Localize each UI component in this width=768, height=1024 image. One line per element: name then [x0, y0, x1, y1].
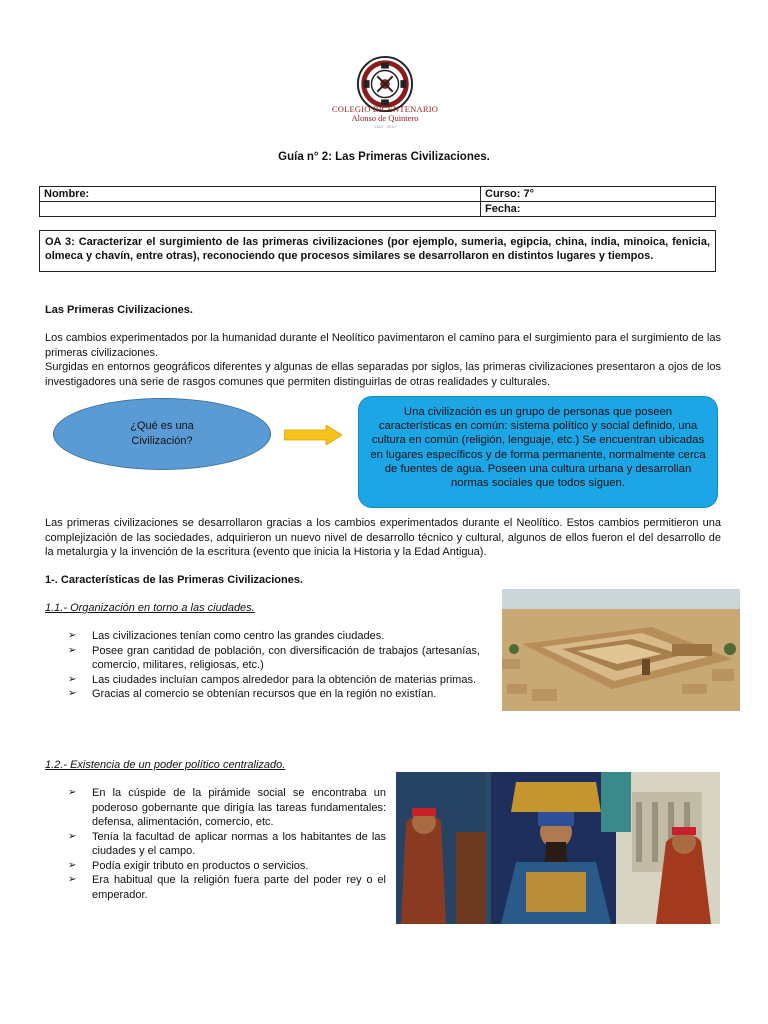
- question-oval: [53, 398, 271, 470]
- definition-box: Una civilización es un grupo de personas que poseen características en común: sistema político y social definido, una cultura en común (religión, lenguaje, etc.) Se encuentran ubicadas en lugares específicos y de forma permanente, normalmente cerca de fuentes de agua. Poseen una cultura urbana y desarrollan normas sociales que todos siguen.: [358, 396, 718, 508]
- right-arrow-icon: [284, 425, 342, 445]
- learning-objective-box: OA 3: Caracterizar el surgimiento de las primeras civilizaciones (por ejemplo, sumeria, egipcia, china, india, minoica, fenicia, olmeca y chavín, entre otras), reconociendo que procesos similares se desarrollaron en distintos lugares y tiempos.: [39, 230, 716, 272]
- intro-heading: Las Primeras Civilizaciones.: [45, 304, 193, 316]
- list-item: ➢ Posee gran cantidad de población, con diversificación de trabajos (artesanías, comercio, militares, religiosas, etc.): [68, 644, 480, 671]
- arrow-bullet-icon: ➢: [68, 630, 77, 641]
- school-subname: Alonso de Quintero: [351, 113, 419, 123]
- curso-label[interactable]: Curso: 7°: [481, 187, 716, 202]
- arrow-bullet-icon: ➢: [68, 859, 77, 871]
- list-item: ➢ Las civilizaciones tenían como centro las grandes ciudades.: [68, 630, 385, 642]
- school-name: COLEGIO BICENTENARIO: [331, 104, 439, 114]
- arrow-bullet-icon: ➢: [68, 644, 77, 656]
- list-item: ➢ Gracias al comercio se obtenían recursos que en la región no existían.: [68, 688, 437, 700]
- section-1-heading: 1-. Características de las Primeras Civilizaciones.: [45, 574, 304, 586]
- list-item: ➢ En la cúspide de la pirámide social se encontraba un poderoso gobernante que dirigía las tareas fundamentales: defensa, alimentación, comercio, etc.: [68, 787, 386, 828]
- question-text: ¿Qué es una Civilización?: [130, 420, 194, 447]
- arrow-bullet-icon: ➢: [68, 874, 77, 885]
- arrow-bullet-icon: ➢: [68, 688, 77, 699]
- king-court-image: [396, 772, 720, 924]
- arrow-bullet-icon: ➢: [68, 787, 77, 798]
- list-item: ➢ Podía exigir tributo en productos o servicios.: [68, 859, 309, 872]
- school-years: 1810 · 2010: [374, 124, 396, 129]
- section-1-1-heading: 1.1.- Organización en torno a las ciudades.: [45, 602, 255, 614]
- fecha-label[interactable]: Fecha:: [481, 202, 716, 217]
- list-item: ➢ Era habitual que la religión fuera parte del poder rey o el emperador.: [68, 874, 386, 901]
- nombre-field[interactable]: [40, 202, 481, 217]
- ancient-city-image: [502, 589, 740, 711]
- page-title: Guía n° 2: Las Primeras Civilizaciones.: [278, 151, 490, 163]
- paragraph-neolithic: Las primeras civilizaciones se desarrollaron gracias a los cambios experimentados durante el Neolítico. Estos cambios permitieron una complejización de las sociedades, adquirieron un nuevo nivel de desarrollo técnico y cultural, algunos de ellos fueron el del desarrollo de la metalurgia y la invención de la escritura (evento que inicia la Historia y la Edad Antigua).: [45, 517, 721, 558]
- section-1-2-list: [68, 786, 386, 902]
- arrow-bullet-icon: ➢: [68, 830, 77, 842]
- intro-paragraph-2: Surgidas en entornos geográficos diferentes y algunas de ellas separadas por siglos, las primeras civilizaciones presentaron a ojos de los investigadores una serie de rasgos comunes que permiten distinguirlas de otras realidades y culturales.: [45, 361, 721, 388]
- arrow-bullet-icon: ➢: [68, 673, 77, 685]
- student-info-table: [39, 186, 716, 217]
- nombre-label[interactable]: Nombre:: [40, 187, 481, 202]
- section-1-1-list: [68, 629, 480, 702]
- intro-paragraph-1: Los cambios experimentados por la humanidad durante el Neolítico pavimentaron el camino para el surgimiento para el surgimiento de las primeras civilizaciones.: [45, 332, 721, 359]
- section-1-2-heading: 1.2.- Existencia de un poder político centralizado.: [45, 759, 286, 771]
- list-item: ➢ Tenía la facultad de aplicar normas a los habitantes de las ciudades y el campo.: [68, 830, 386, 857]
- list-item: ➢ Las ciudades incluían campos alrededor para la obtención de materias primas.: [68, 673, 476, 686]
